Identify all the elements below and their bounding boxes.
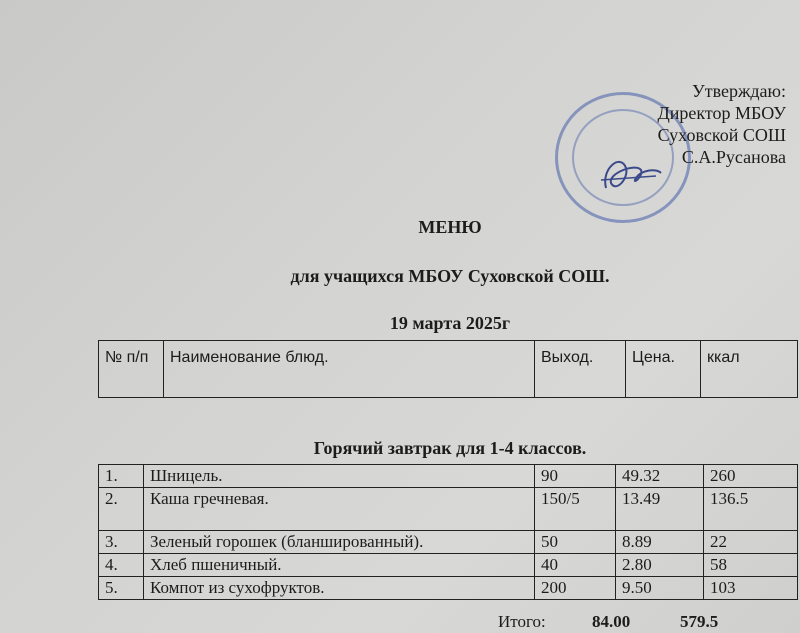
section-title: Горячий завтрак для 1-4 классов. bbox=[313, 438, 587, 458]
item-price: 8.89 bbox=[616, 531, 704, 554]
table-row bbox=[99, 531, 798, 554]
table-row bbox=[99, 577, 798, 600]
menu-subtitle: для учащихся МБОУ Суховской СОШ. bbox=[290, 266, 610, 286]
approval-line-school: Суховской СОШ bbox=[657, 125, 786, 145]
header-kcal: ккал bbox=[701, 341, 798, 398]
approval-block bbox=[658, 80, 787, 168]
totals-label: Итого: bbox=[498, 612, 546, 631]
table-header-row bbox=[99, 341, 798, 398]
item-price: 49.32 bbox=[616, 465, 704, 488]
item-name: Компот из сухофруктов. bbox=[144, 577, 535, 600]
menu-header-table bbox=[98, 340, 798, 398]
item-kcal: 58 bbox=[704, 554, 798, 577]
header-name: Наименование блюд. bbox=[164, 341, 535, 398]
item-price: 2.80 bbox=[616, 554, 704, 577]
item-kcal: 103 bbox=[704, 577, 798, 600]
item-num: 3. bbox=[99, 531, 144, 554]
item-kcal: 136.5 bbox=[704, 488, 798, 531]
item-num: 2. bbox=[99, 488, 144, 531]
item-output: 40 bbox=[535, 554, 616, 577]
menu-date: 19 марта 2025г bbox=[389, 313, 511, 333]
header-num: № п/п bbox=[99, 341, 164, 398]
item-num: 5. bbox=[99, 577, 144, 600]
item-kcal: 260 bbox=[704, 465, 798, 488]
table-row bbox=[99, 465, 798, 488]
item-price: 13.49 bbox=[616, 488, 704, 531]
item-name: Каша гречневая. bbox=[144, 488, 535, 531]
item-kcal: 22 bbox=[704, 531, 798, 554]
item-num: 1. bbox=[99, 465, 144, 488]
item-output: 50 bbox=[535, 531, 616, 554]
item-num: 4. bbox=[99, 554, 144, 577]
item-output: 90 bbox=[535, 465, 616, 488]
menu-title: МЕНЮ bbox=[418, 217, 482, 237]
table-row bbox=[99, 554, 798, 577]
menu-items-table bbox=[98, 464, 798, 600]
item-price: 9.50 bbox=[616, 577, 704, 600]
approval-line-approve: Утверждаю: bbox=[691, 81, 786, 101]
item-output: 200 bbox=[535, 577, 616, 600]
totals-price: 84.00 bbox=[592, 612, 631, 631]
approval-line-position: Директор МБОУ bbox=[657, 103, 786, 123]
header-output: Выход. bbox=[535, 341, 626, 398]
header-price: Цена. bbox=[626, 341, 701, 398]
item-name: Хлеб пшеничный. bbox=[144, 554, 535, 577]
item-name: Шницель. bbox=[144, 465, 535, 488]
approval-line-director-name: С.А.Русанова bbox=[681, 147, 786, 167]
totals-kcal: 579.5 bbox=[680, 612, 719, 631]
item-name: Зеленый горошек (бланшированный). bbox=[144, 531, 535, 554]
item-output: 150/5 bbox=[535, 488, 616, 531]
signature bbox=[596, 148, 666, 198]
table-row bbox=[99, 488, 798, 531]
